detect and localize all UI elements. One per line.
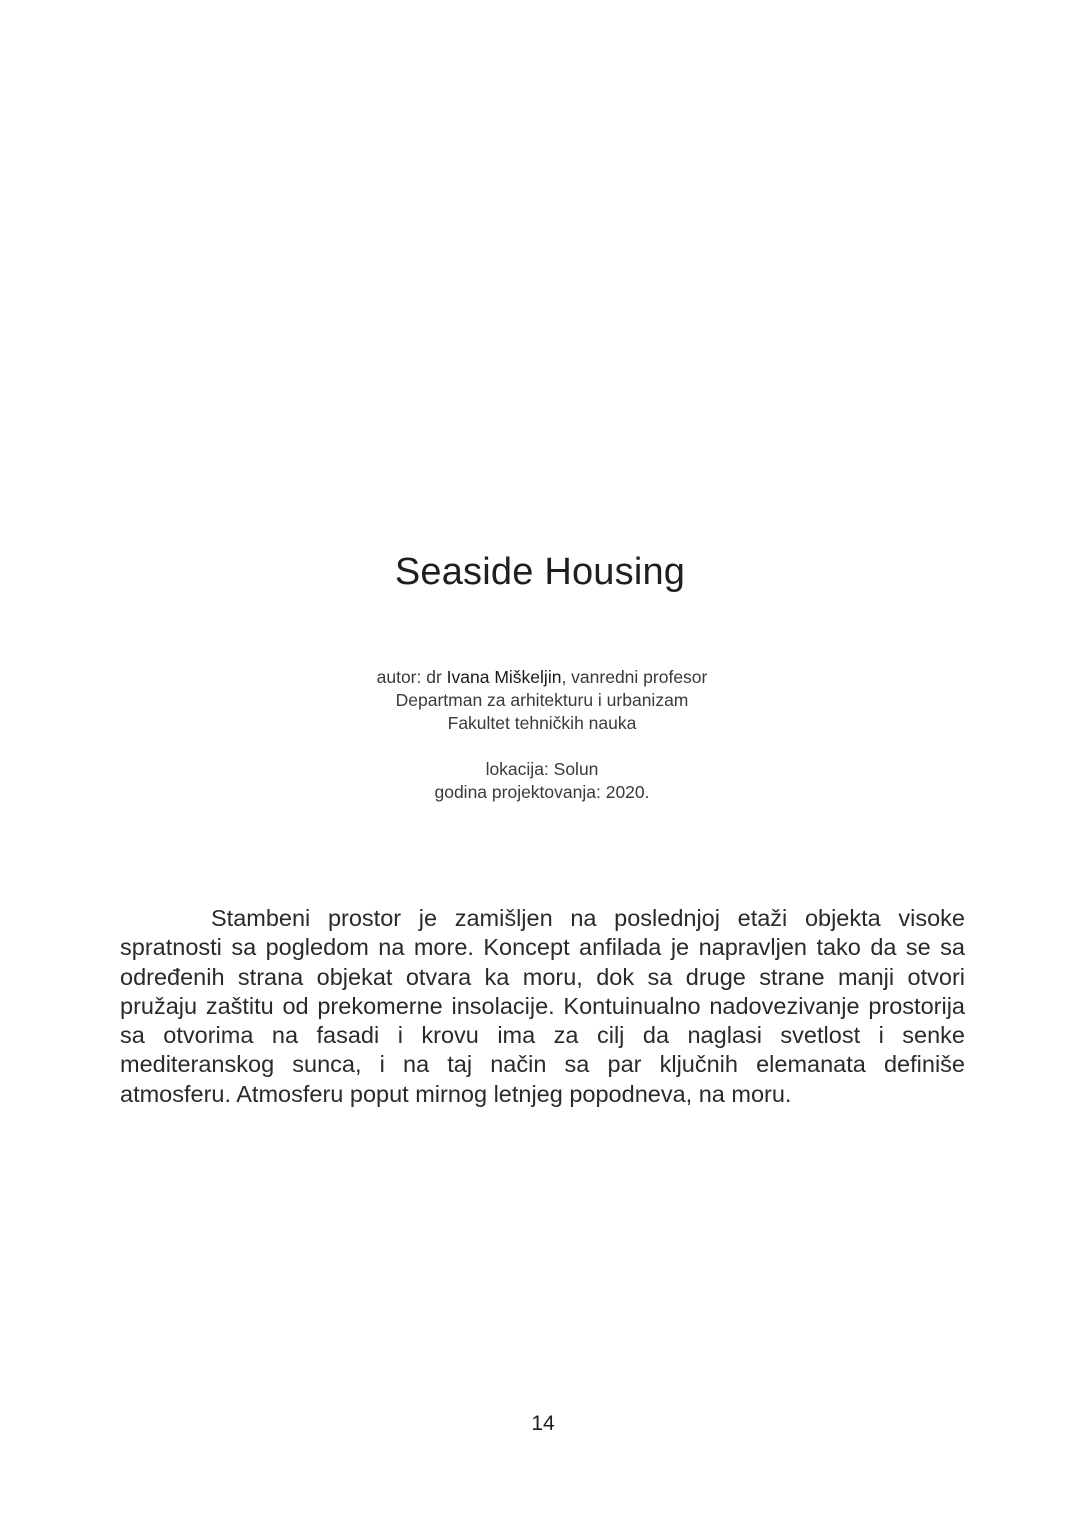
description-paragraph: Stambeni prostor je zamišljen na poslednjoj etaži objekta visoke spratnosti sa pogledom na more. Koncept anfilada je napravljen tako da se sa određenih strana objekat otvara ka moru, dok sa druge strane manji otvori pružaju zaštitu od prekomerne insolacije. Kontuinualno nadovezivanje prostorija sa otvorima na fasadi i krovu ima za cilj da naglasi svetlost i senke mediteranskog sunca, i na taj način sa par ključnih elemanata definiše atmosferu. Atmosferu poput mirnog letnjeg popodneva, na moru. <box>120 905 965 1107</box>
author-name: Ivana Miškeljin <box>446 667 562 687</box>
year-line: godina projektovanja: 2020. <box>434 782 650 802</box>
faculty-line: Fakultet tehničkih nauka <box>447 713 637 733</box>
author-prefix: autor: dr <box>376 667 447 687</box>
department-line: Departman za arhitekturu i urbanizam <box>395 690 689 710</box>
project-credits <box>0 666 1080 804</box>
author-line <box>0 666 1080 689</box>
page-title: Seaside Housing <box>394 551 686 593</box>
author-title: , vanredni profesor <box>561 667 708 687</box>
location-line: lokacija: Solun <box>485 759 599 779</box>
page-number: 14 <box>531 1412 555 1435</box>
credits-spacer <box>0 735 1080 758</box>
